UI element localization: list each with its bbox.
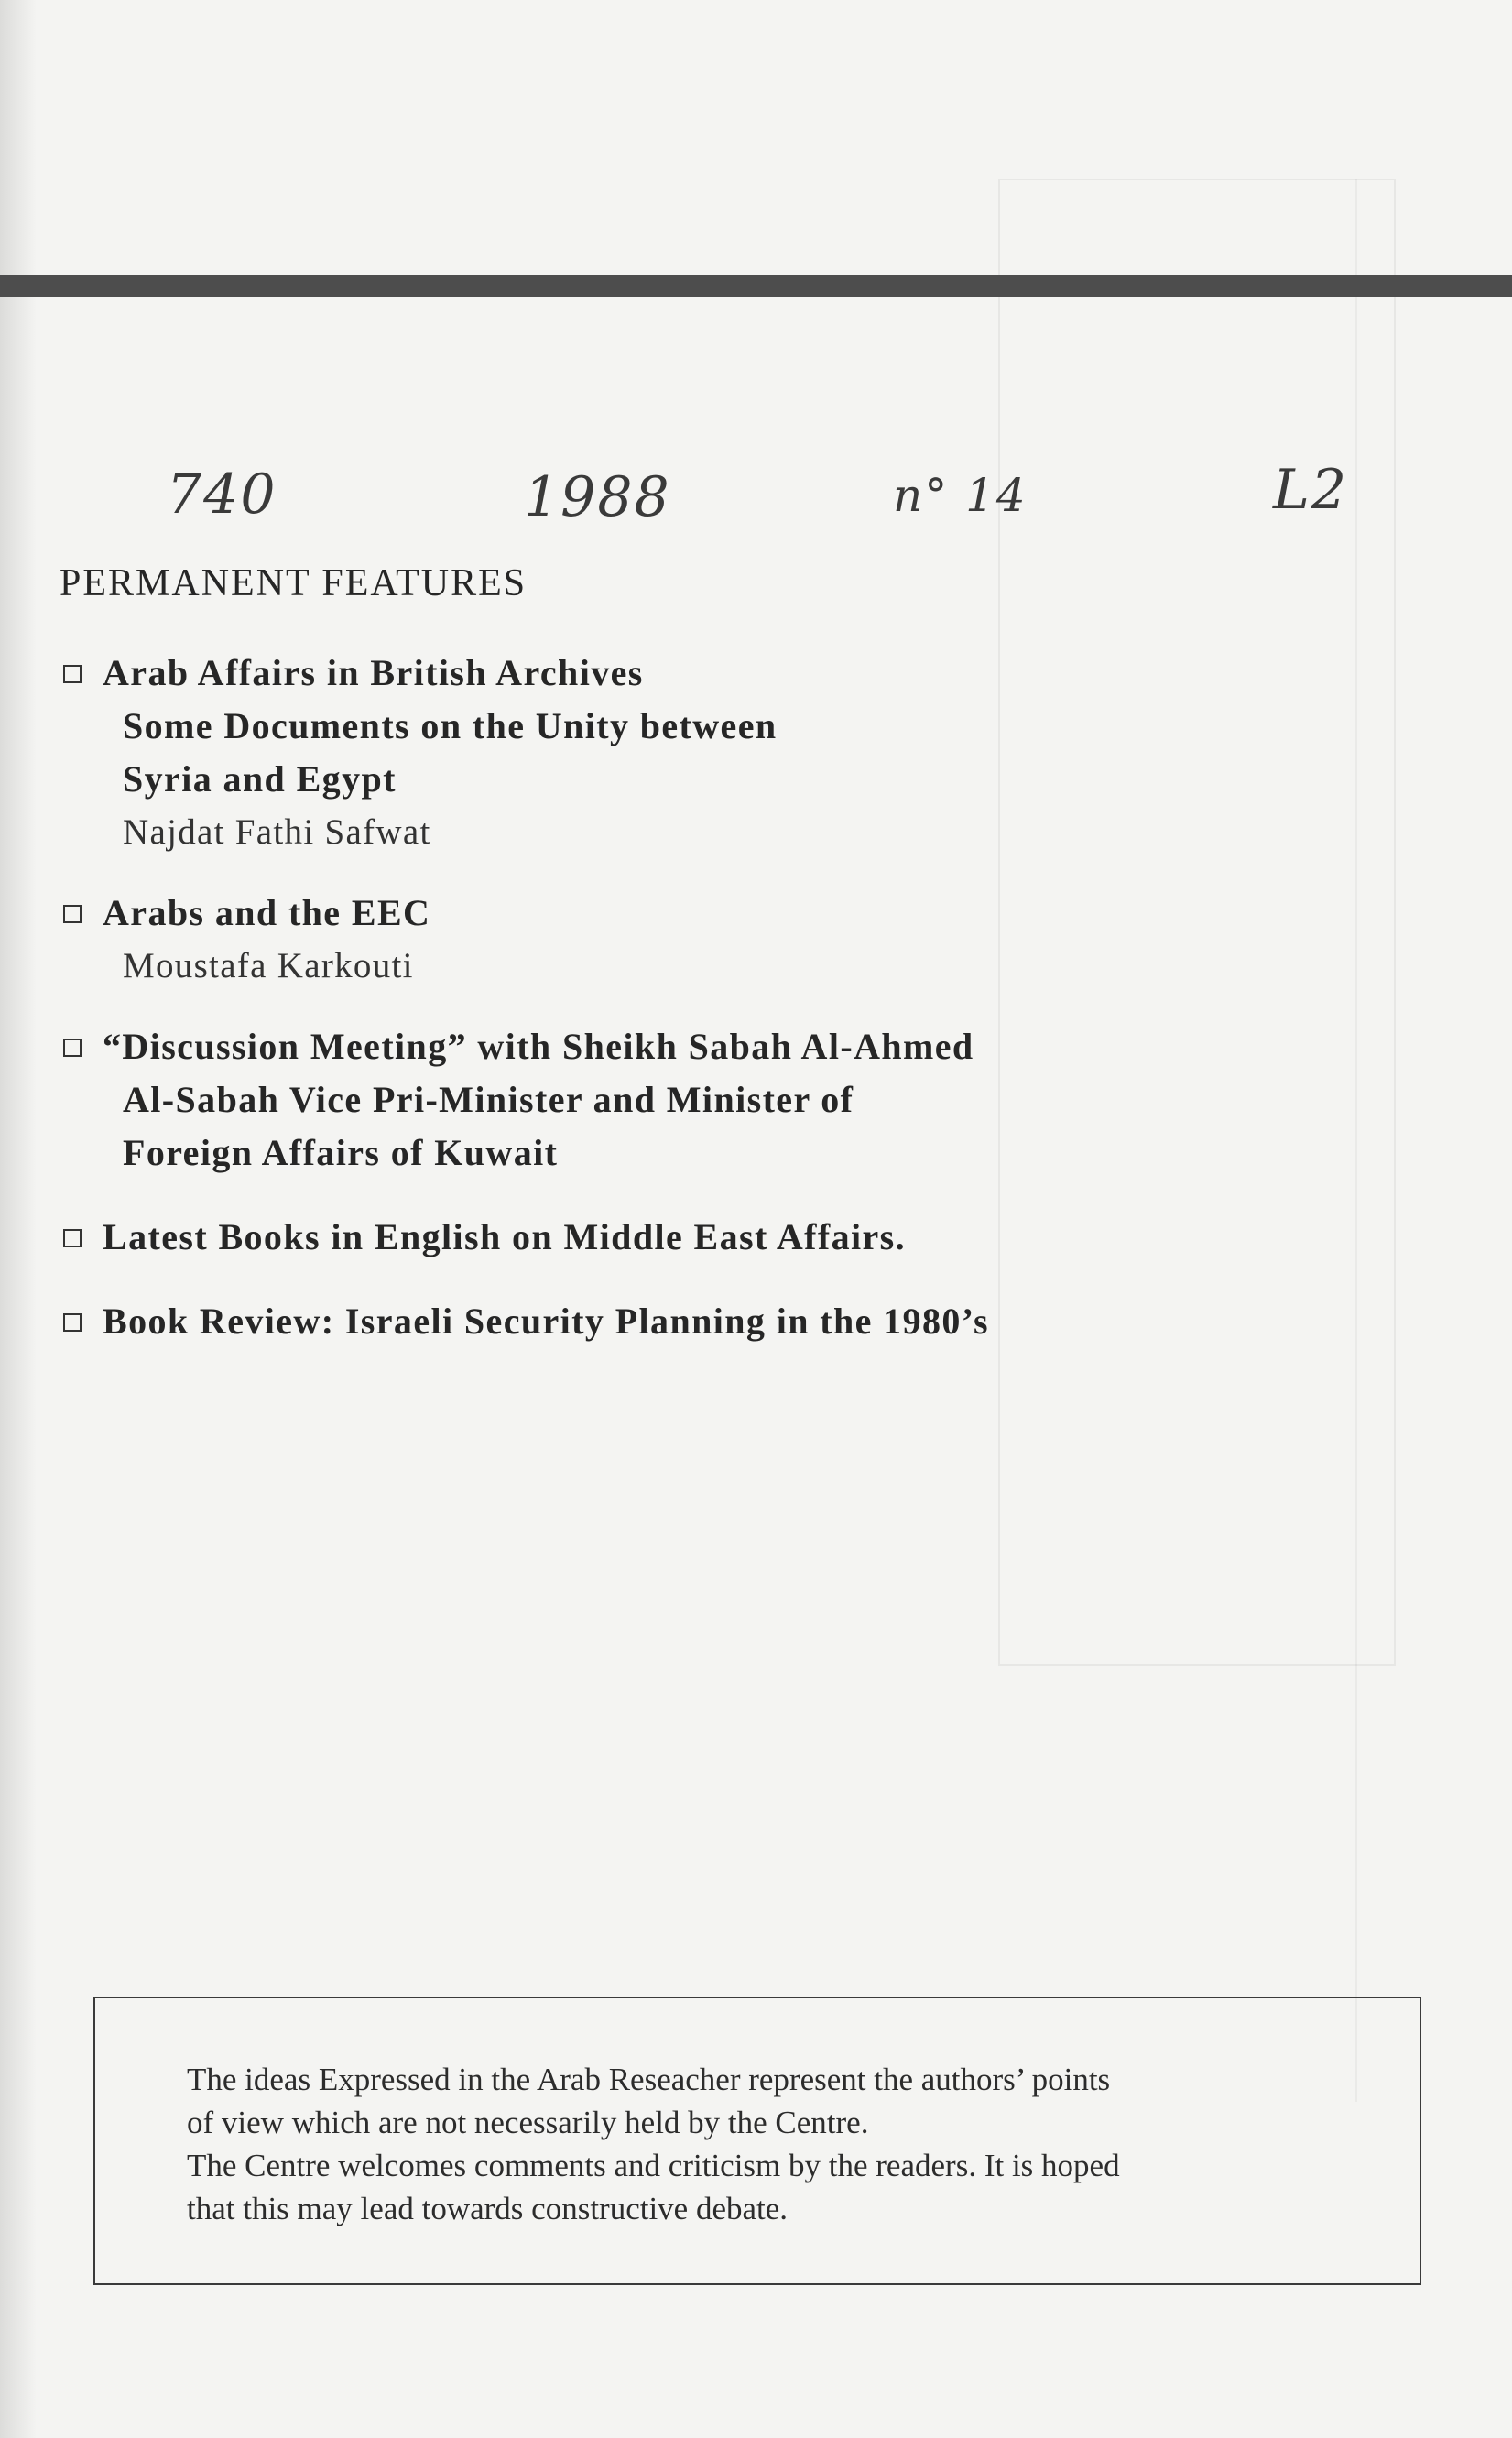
feature-item [60, 1211, 1250, 1264]
feature-title: Arab Affairs in British Archives [103, 652, 644, 693]
feature-title: Latest Books in English on Middle East Affairs. [103, 1216, 907, 1257]
disclaimer-line: of view which are not necessarily held by the Centre. [187, 2105, 869, 2140]
feature-item [60, 887, 1250, 993]
handwritten-mark-1: 740 [167, 463, 277, 527]
feature-author: Moustafa Karkouti [123, 946, 414, 985]
handwritten-mark-2: 1988 [524, 465, 671, 529]
feature-title: Book Review: Israeli Security Planning in the 1980’s [103, 1301, 989, 1342]
checkbox-icon [63, 1039, 82, 1057]
disclaimer-line: that this may lead towards constructive debate. [187, 2191, 789, 2226]
features-list [60, 647, 1250, 1348]
disclaimer-box [93, 1997, 1421, 2285]
feature-item [60, 1020, 1250, 1180]
feature-title-line: Al-Sabah Vice Pri-Minister and Minister of [123, 1079, 854, 1120]
checkbox-icon [63, 1229, 82, 1247]
section-title: PERMANENT FEATURES [60, 562, 528, 604]
checkbox-icon [63, 905, 82, 923]
feature-title-line: Some Documents on the Unity between [123, 705, 778, 746]
page-edge-shadow [0, 0, 37, 2438]
handwritten-mark-4: L2 [1273, 458, 1349, 522]
feature-item [60, 647, 1250, 859]
disclaimer-text [187, 2058, 1341, 2230]
checkbox-icon [63, 665, 82, 683]
feature-title-line: Foreign Affairs of Kuwait [123, 1132, 559, 1173]
header-rule [0, 275, 1512, 297]
feature-title: “Discussion Meeting” with Sheikh Sabah Al-Ahmed [103, 1026, 974, 1067]
checkbox-icon [63, 1313, 82, 1332]
feature-author: Najdat Fathi Safwat [123, 812, 431, 852]
feature-item [60, 1295, 1250, 1348]
disclaimer-line: The Centre welcomes comments and criticism by the readers. It is hoped [187, 2148, 1120, 2183]
feature-title-line: Syria and Egypt [123, 758, 397, 800]
disclaimer-line: The ideas Expressed in the Arab Reseacher represent the authors’ points [187, 2062, 1111, 2097]
bleed-through-rule [1355, 179, 1357, 2102]
feature-title: Arabs and the EEC [103, 892, 431, 933]
handwritten-mark-3: n° 14 [893, 469, 1028, 522]
